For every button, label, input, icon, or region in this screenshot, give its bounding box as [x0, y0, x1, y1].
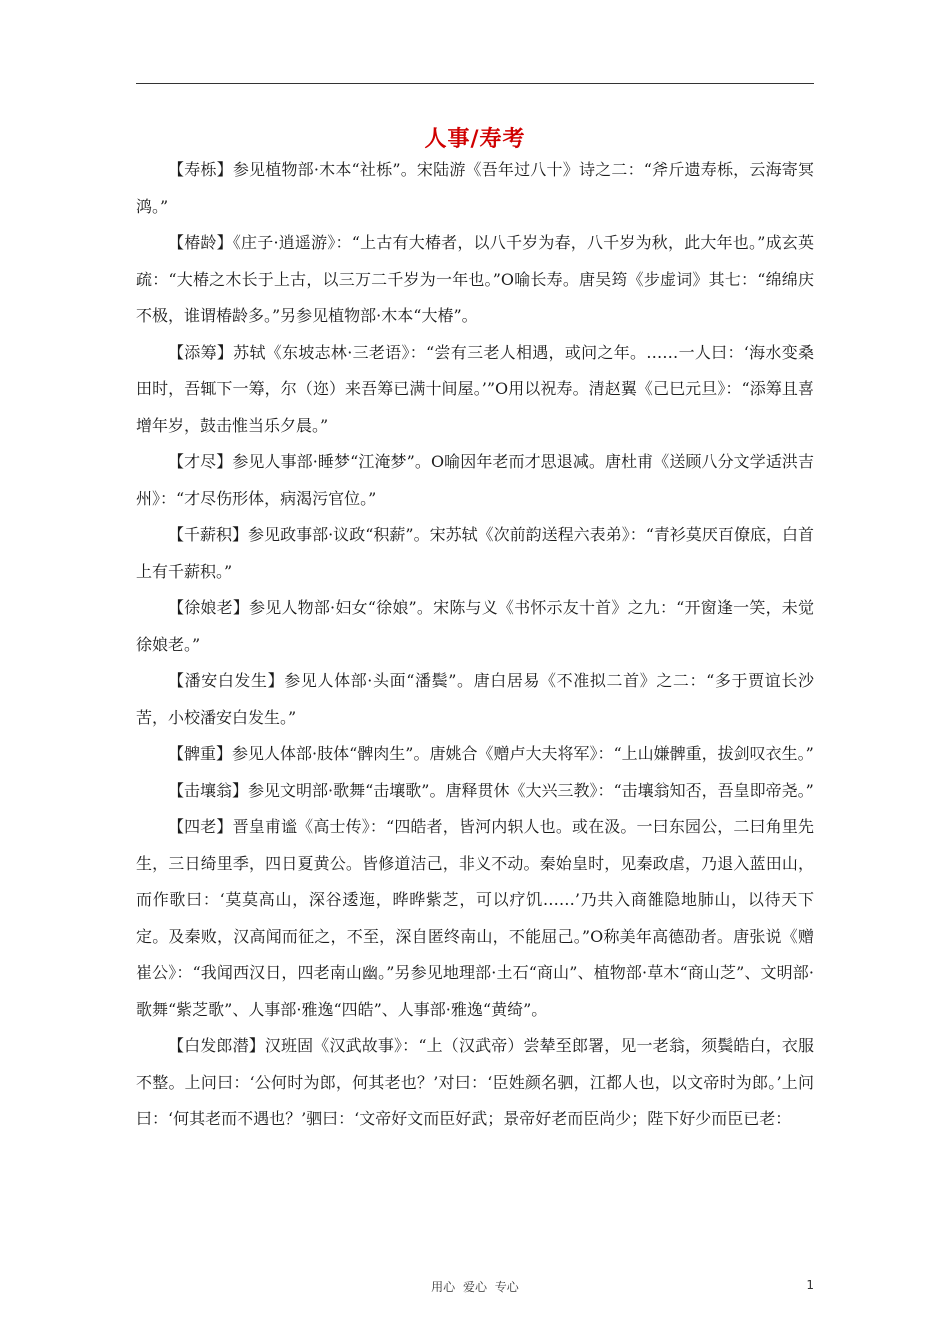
entry-text: 参见植物部·木本“社栎”。宋陆游《吾年过八十》诗之二：“斧斤遗寿栎，云海寄冥鸿。” [136, 160, 814, 216]
entry [136, 517, 814, 590]
entry-head: 【徐娘老】 [168, 598, 250, 617]
page-number: 1 [806, 1278, 814, 1292]
entry-text: 晋皇甫谧《高士传》：“四皓者，皆河内轵人也。或在汲。一曰东园公，二曰角里先生，三日绮里季，四日夏黄公。皆修道洁己，非义不动。秦始皇时，见秦政虐，乃退入蓝田山，而作歌曰：‘莫莫高山，深谷逶迤，晔晔紫芝，可以疗饥……’乃共入商雒隐地肺山，以待天下定。及秦败，汉高闻而征之，不至，深自匿终南山，不能屈己。”O称美年高德劭者。唐张说《赠崔公》：“我闻西汉日，四老南山幽。”另参见地理部·土石“商山”、植物部·草木“商山芝”、文明部·歌舞“紫芝歌”、人事部·雅逸“四皓”、人事部·雅逸“黄绮”。 [136, 817, 814, 1019]
entry [136, 1028, 814, 1138]
footer-motto: 用心 爱心 专心 [431, 1280, 519, 1294]
entry-text: 汉班固《汉武故事》：“上（汉武帝）尝辇至郎署，见一老翁，须鬓皓白，衣服不整。上问曰：‘公何时为郎，何其老也？’对曰：‘臣姓颜名驷，江都人也，以文帝时为郎。’上问曰：‘何其老而不遇也？’驷曰：‘文帝好文而臣好武；景帝好老而臣尚少；陛下好少而臣已老： [136, 1036, 814, 1128]
entry-head: 【添筹】 [168, 342, 234, 362]
entry-head: 【白发郎潜】 [168, 1036, 265, 1055]
entry-text: 苏轼《东坡志林·三老语》：“尝有三老人相遇，或问之年。……一人曰：‘海水变桑田时，吾辄下一筹，尔（迩）来吾筹已满十间屋。’”O用以祝寿。清赵翼《己巳元旦》：“添筹且喜增年岁，鼓击惟当乐夕晨。” [136, 342, 814, 435]
entry-head: 【潘安白发生】 [168, 671, 285, 690]
entry-text: 参见政事部·议政“积薪”。宋苏轼《次前韵送程六表弟》：“青衫莫厌百僚底，白首上有千薪积。” [136, 525, 814, 581]
entry-head: 【寿栎】 [168, 160, 233, 179]
entry-head: 【椿龄】 [168, 233, 233, 252]
entry [136, 663, 814, 736]
entry-head: 【才尽】 [168, 452, 233, 471]
entry-text: 参见人体部·肢体“髀肉生”。唐姚合《赠卢大夫将军》：“上山嫌髀重，拔剑叹衣生。” [232, 744, 814, 763]
entry-text: 参见人体部·头面“潘鬓”。唐白居易《不准拟二首》之二：“多于贾谊长沙苦，小校潘安白发生。” [136, 671, 814, 727]
entry-text: 参见人物部·妇女“徐娘”。宋陈与义《书怀示友十首》之九：“开窗逢一笑，未觉徐娘老。” [136, 598, 814, 654]
entry-text: 《庄子·逍遥游》：“上古有大椿者，以八千岁为春，八千岁为秋，此大年也。”成玄英疏：“大椿之木长于上古，以三万二千岁为一年也。”O喻长寿。唐吴筠《步虚词》其七：“绵绵庆不极，谁谓椿龄多。”另参见植物部·木本“大椿”。 [136, 233, 814, 325]
entry-head: 【四老】 [168, 817, 233, 836]
entry [136, 773, 814, 810]
entry-text: 参见人事部·睡梦“江淹梦”。O喻因年老而才思退减。唐杜甫《送顾八分文学适洪吉州》：“才尽伤形体，病渴污官位。” [136, 452, 814, 508]
entry-head: 【击壤翁】 [168, 780, 249, 800]
entry [136, 590, 814, 663]
entry [136, 444, 814, 517]
entry [136, 152, 814, 225]
document-body [136, 152, 814, 1138]
entry [136, 335, 814, 445]
header-rule [136, 83, 814, 84]
entry-head: 【千薪积】 [168, 525, 249, 544]
entry-head: 【髀重】 [168, 744, 233, 763]
page-title: 人事/寿考 [424, 127, 526, 152]
entry [136, 225, 814, 335]
entry-text: 参见文明部·歌舞“击壤歌”。唐释贯休《大兴三教》：“击壤翁知否，吾皇即帝尧。” [248, 780, 814, 800]
entry [136, 736, 814, 773]
entry [136, 809, 814, 1028]
